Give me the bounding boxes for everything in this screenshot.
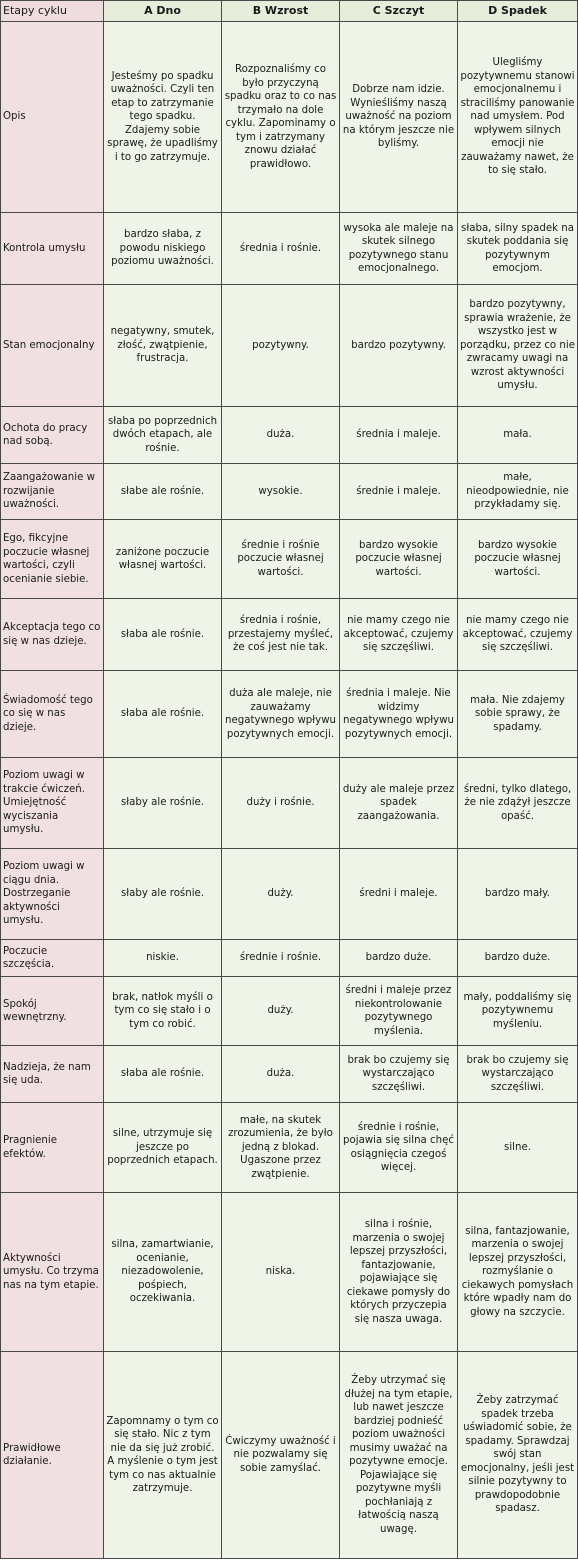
table-cell: silne, utrzymuje się jeszcze po poprzednich etapach. [104,1103,222,1193]
table-cell: zaniżone poczucie własnej wartości. [104,520,222,599]
row-label: Pragnienie efektów. [1,1103,104,1193]
table-cell: słaby ale rośnie. [104,849,222,940]
table-row [1,1193,578,1352]
table-cell: małe, nieodpowiednie, nie przykładamy się. [458,464,578,520]
table-cell: silna i rośnie, marzenia o swojej lepszej przyszłości, fantazjowanie, pojawiające się ciekawe pomysły do których przyczepia się nasza uwaga. [340,1193,458,1352]
table-cell: Dobrze nam idzie. Wynieśliśmy naszą uważność na poziom na którym jeszcze nie byliśmy. [340,22,458,213]
table-cell: brak bo czujemy się wystarczająco szczęśliwi. [458,1046,578,1103]
table-cell: słaba, silny spadek na skutek poddania się pozytywnym emocjom. [458,213,578,285]
table-row [1,758,578,849]
table-cell: mała. Nie zdajemy sobie sprawy, że spadamy. [458,671,578,758]
table-cell: średni i maleje przez niekontrolowanie pozytywnego myślenia. [340,977,458,1046]
table-cell: bardzo duże. [458,940,578,977]
row-label: Ochota do pracy nad sobą. [1,407,104,464]
table-row [1,464,578,520]
table-cell: duży ale maleje przez spadek zaangażowania. [340,758,458,849]
table-row [1,1103,578,1193]
table-cell: negatywny, smutek, złość, zwątpienie, frustracja. [104,285,222,407]
header-a-dno: A Dno [104,1,222,22]
table-cell: duża ale maleje, nie zauważamy negatywnego wpływu pozytywnych emocji. [222,671,340,758]
table-row [1,1046,578,1103]
table-cell: słaba ale rośnie. [104,671,222,758]
table-row [1,1352,578,1559]
row-label: Kontrola umysłu [1,213,104,285]
table-cell: słaba ale rośnie. [104,599,222,671]
table-cell: silne. [458,1103,578,1193]
table-cell: średnia i maleje. [340,407,458,464]
table-cell: małe, na skutek zrozumienia, że było jedną z blokad. Ugaszone przez zwątpienie. [222,1103,340,1193]
header-b-wzrost: B Wzrost [222,1,340,22]
table-cell: pozytywny. [222,285,340,407]
table-cell: Zapomnamy o tym co się stało. Nic z tym nie da się już zrobić. A myślenie o tym jest tym co nas aktualnie zatrzymuje. [104,1352,222,1559]
table-cell: średni i maleje. [340,849,458,940]
table-cell: brak bo czujemy się wystarczająco szczęśliwi. [340,1046,458,1103]
table-row [1,940,578,977]
header-d-spadek: D Spadek [458,1,578,22]
table-cell: Ulegliśmy pozytywnemu stanowi emocjonalnemu i straciliśmy panowanie nad umysłem. Pod wpływem silnych emocji nie zauważamy nawet, że to się stało. [458,22,578,213]
table-cell: duża. [222,1046,340,1103]
table-cell: mały, poddaliśmy się pozytywnemu myśleniu. [458,977,578,1046]
table-cell: bardzo wysokie poczucie własnej wartości. [458,520,578,599]
table-cell: nie mamy czego nie akceptować, czujemy się szczęśliwi. [458,599,578,671]
table-cell: słaby ale rośnie. [104,758,222,849]
table-cell: średnie i maleje. [340,464,458,520]
row-label: Poczucie szczęścia. [1,940,104,977]
table-row [1,671,578,758]
table-cell: brak, natłok myśli o tym co się stało i o tym co robić. [104,977,222,1046]
table-cell: średnia i maleje. Nie widzimy negatywnego wpływu pozytywnych emocji. [340,671,458,758]
table-cell: silna, zamartwianie, ocenianie, niezadowolenie, pośpiech, oczekiwania. [104,1193,222,1352]
row-label: Stan emocjonalny [1,285,104,407]
row-label: Poziom uwagi w trakcie ćwiczeń. Umiejętność wyciszania umysłu. [1,758,104,849]
table-row [1,977,578,1046]
table-cell: duży. [222,849,340,940]
row-label: Spokój wewnętrzny. [1,977,104,1046]
table-row [1,520,578,599]
row-label: Poziom uwagi w ciągu dnia. Dostrzeganie aktywności umysłu. [1,849,104,940]
row-label: Zaangażowanie w rozwijanie uważności. [1,464,104,520]
header-stages: Etapy cyklu [1,1,104,22]
row-label: Świadomość tego co się w nas dzieje. [1,671,104,758]
table-row [1,407,578,464]
table-cell: bardzo duże. [340,940,458,977]
table-row [1,213,578,285]
row-label: Nadzieja, że nam się uda. [1,1046,104,1103]
table-cell: średni, tylko dlatego, że nie zdążył jeszcze opaść. [458,758,578,849]
table-cell: bardzo pozytywny, sprawia wrażenie, że wszystko jest w porządku, przez co nie zwracamy uwagi na wzrost aktywności umysłu. [458,285,578,407]
row-label: Ego, fikcyjne poczucie własnej wartości, czyli ocenianie siebie. [1,520,104,599]
table-cell: średnie i rośnie poczucie własnej wartości. [222,520,340,599]
table-cell: niskie. [104,940,222,977]
table-cell: niska. [222,1193,340,1352]
table-cell: wysokie. [222,464,340,520]
table-row [1,599,578,671]
table-cell: słabe ale rośnie. [104,464,222,520]
table-cell: Żeby zatrzymać spadek trzeba uświadomić sobie, że spadamy. Sprawdzaj swój stan emocjonalny, jeśli jest silnie pozytywny to prawdopodobnie spadasz. [458,1352,578,1559]
table-cell: nie mamy czego nie akceptować, czujemy się szczęśliwi. [340,599,458,671]
table-cell: średnie i rośnie. [222,940,340,977]
table-cell: mała. [458,407,578,464]
header-c-szczyt: C Szczyt [340,1,458,22]
table-row [1,285,578,407]
table-cell: bardzo wysokie poczucie własnej wartości. [340,520,458,599]
table-cell: Ćwiczymy uważność i nie pozwalamy się sobie zamyślać. [222,1352,340,1559]
row-label: Opis [1,22,104,213]
row-label: Prawidłowe działanie. [1,1352,104,1559]
table-row [1,849,578,940]
table-cell: średnia i rośnie, przestajemy myśleć, że coś jest nie tak. [222,599,340,671]
table-cell: bardzo słaba, z powodu niskiego poziomu uważności. [104,213,222,285]
table-cell: bardzo pozytywny. [340,285,458,407]
table-cell: średnie i rośnie, pojawia się silna chęć osiągnięcia czegoś więcej. [340,1103,458,1193]
row-label: Akceptacja tego co się w nas dzieje. [1,599,104,671]
table-cell: Żeby utrzymać się dłużej na tym etapie, lub nawet jeszcze bardziej podnieść poziom uważności musimy uważać na pozytywne emocje. Pojawiające się pozytywne myśli pochłaniają z łatwością naszą uwagę. [340,1352,458,1559]
table-cell: duży i rośnie. [222,758,340,849]
table-row [1,22,578,213]
table-cell: Jesteśmy po spadku uważności. Czyli ten etap to zatrzymanie tego spadku. Zdajemy sobie sprawę, że upadliśmy i to go zatrzymuje. [104,22,222,213]
table-cell: słaba po poprzednich dwóch etapach, ale rośnie. [104,407,222,464]
header-row [1,1,578,22]
table-cell: silna, fantazjowanie, marzenia o swojej lepszej przyszłości, rozmyślanie o ciekawych pomysłach które wpadły nam do głowy na szczycie. [458,1193,578,1352]
table-cell: duży. [222,977,340,1046]
table-cell: średnia i rośnie. [222,213,340,285]
row-label: Aktywności umysłu. Co trzyma nas na tym etapie. [1,1193,104,1352]
table-cell: słaba ale rośnie. [104,1046,222,1103]
table-cell: duża. [222,407,340,464]
table-cell: Rozpoznaliśmy co było przyczyną spadku oraz to co nas trzymało na dole cyklu. Zapominamy o tym i zatrzymany znowu działać prawidłowo. [222,22,340,213]
table-cell: wysoka ale maleje na skutek silnego pozytywnego stanu emocjonalnego. [340,213,458,285]
table-cell: bardzo mały. [458,849,578,940]
